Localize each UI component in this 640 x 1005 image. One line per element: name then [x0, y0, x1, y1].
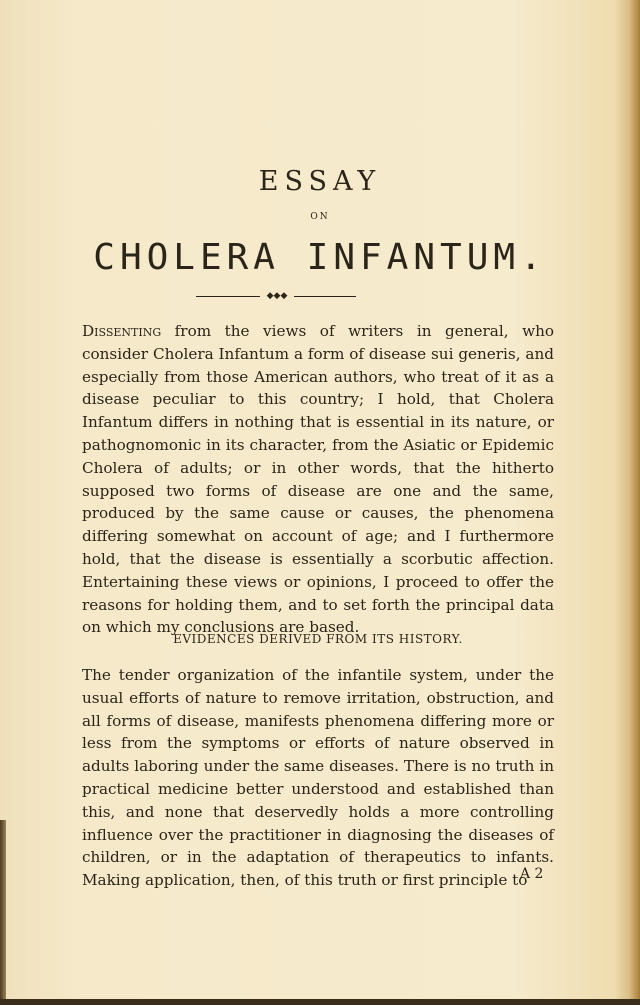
paragraph-2: The tender organization of the infantile system, under the usual efforts of nature to remove irritation, obstruction, and all forms of disease, manifests phenomena differing more or less from the symptoms or efforts of nature observed in adults laboring under the same diseases. There is no truth in practical medicine better understood and established than this, and none that deservedly holds a more controlling influence over the practitioner in diagnosing the diseases of children, or in the adaptation of therapeutics to infants. Making application, then, of this truth or first principle to	[82, 666, 554, 890]
section-heading: EVIDENCES DERIVED FROM ITS HISTORY.	[173, 632, 463, 646]
on-subtitle: ON	[310, 212, 330, 222]
page-edge-bottom	[0, 999, 640, 1005]
paragraph-1-text: from the views of writers in general, who consider Cholera Infantum a form of disease sui generis, and especially from those American authors, who treat of it as a disease peculiar to this country; I hold, that Cholera Infantum differs in nothing that is essential in its nature, or pathognomonic in its character, from the Asiatic or Epidemic Cholera of adults; or in other words, that the hitherto supposed two forms of disease are one and the same, produced by the same cause or causes, the phenomena differing somewhat on account of age; and I furthermore hold, that the disease is essentially a scorbutic affection. Entertaining these views or opinions, I proceed to offer the reasons for holding them, and to set forth the principal data on which my conclusions are based.	[82, 322, 554, 637]
paragraph-1-lead: Dissenting	[82, 322, 162, 340]
signature-mark: A 2	[520, 866, 544, 882]
essay-title: ESSAY	[258, 166, 382, 197]
page-edge-right	[630, 0, 640, 1005]
main-title: CHOLERA INFANTUM.	[93, 237, 547, 278]
paragraph-1	[82, 320, 554, 639]
page-edge-left	[0, 820, 6, 1005]
rule-ornament: ◆◆◆	[260, 290, 294, 302]
